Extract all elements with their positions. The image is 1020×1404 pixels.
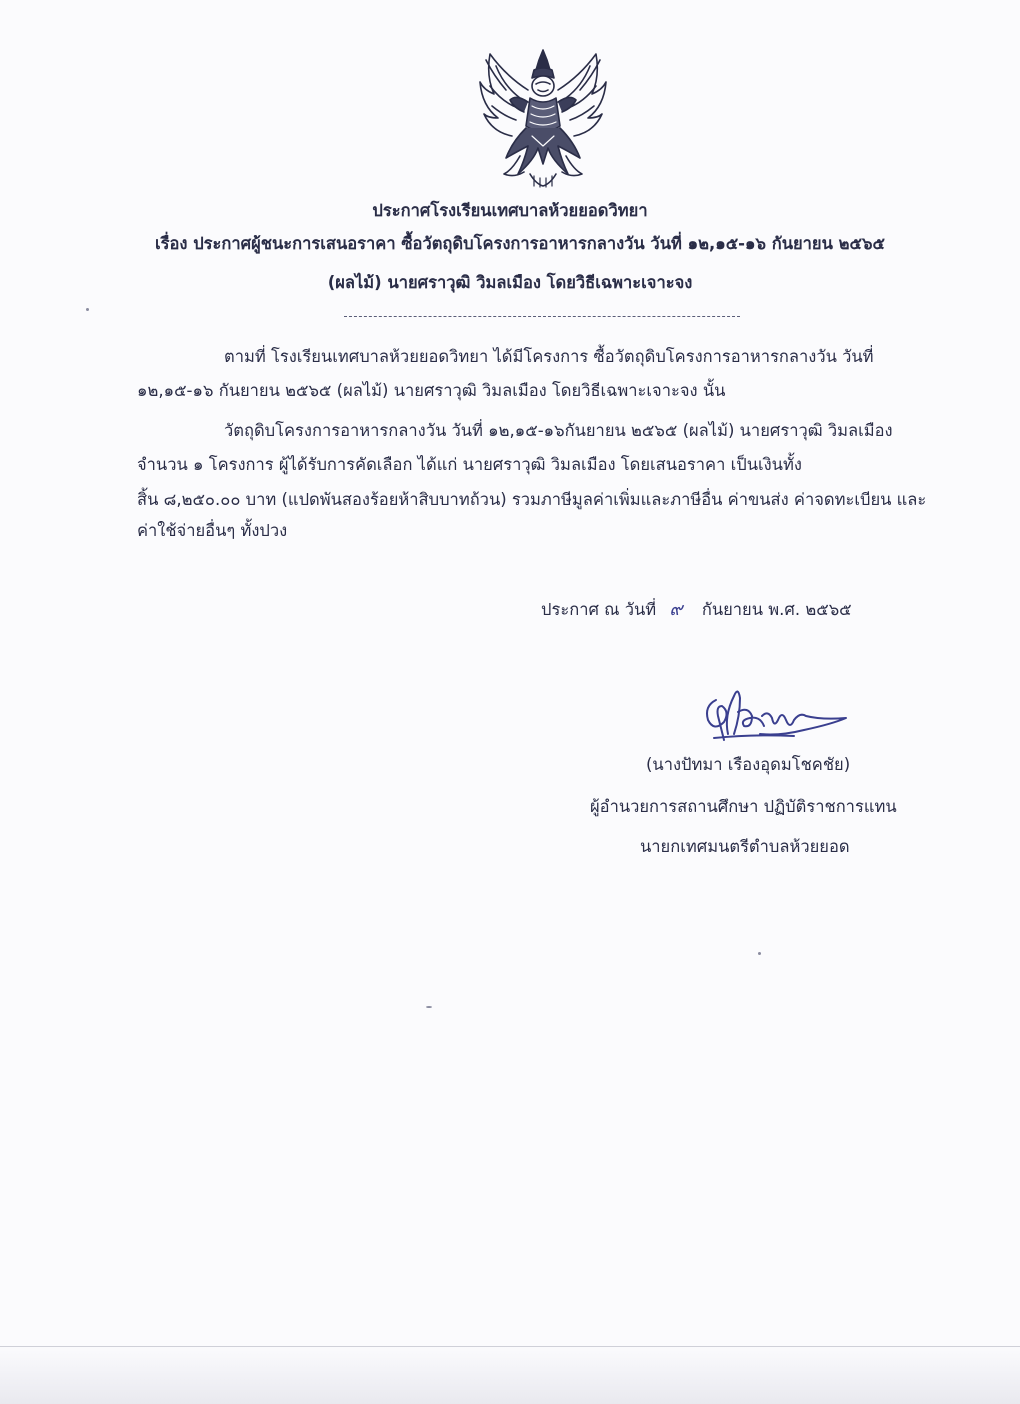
announcement-suffix: กันยายน พ.ศ. ๒๕๖๕: [701, 600, 852, 619]
body-para2-line4: ค่าใช้จ่ายอื่นๆ ทั้งปวง: [137, 521, 288, 540]
header-divider: [344, 316, 740, 317]
scan-edge-line: [0, 1346, 1020, 1347]
body-para2-line3: สิ้น ๘,๒๕๐.๐๐ บาท (แปดพันสองร้อยห้าสิบบาทถ้วน) รวมภาษีมูลค่าเพิ่มและภาษีอื่น ค่าขนส่ง ค่าจดทะเบียน และ: [137, 490, 927, 509]
signatory-position-1: ผู้อำนวยการสถานศึกษา ปฏิบัติราชการแทน: [590, 797, 897, 816]
body-para2-line2: จำนวน ๑ โครงการ ผู้ได้รับการคัดเลือก ได้แก่ นายศราวุฒิ วิมลเมือง โดยเสนอราคา เป็นเงินทั้ง: [137, 455, 802, 474]
scan-speck: [426, 1006, 432, 1008]
signatory-name: (นางปัทมา เรืองอุดมโชคชัย): [646, 755, 851, 774]
body-para1-line2: ๑๒,๑๕-๑๖ กันยายน ๒๕๖๕ (ผลไม้) นายศราวุฒิ วิมลเมือง โดยวิธีเฉพาะเจาะจง นั้น: [137, 381, 726, 400]
subject-line-2: (ผลไม้) นายศราวุฒิ วิมลเมือง โดยวิธีเฉพาะเจาะจง: [327, 273, 693, 292]
signatory-position-2: นายกเทศมนตรีตำบลห้วยยอด: [640, 837, 850, 856]
announcement-date: [541, 599, 852, 621]
scan-bottom-edge: [0, 1346, 1020, 1404]
scan-speck: [758, 952, 761, 955]
subject-line-1: เรื่อง ประกาศผู้ชนะการเสนอราคา ซื้อวัตถุดิบโครงการอาหารกลางวัน วันที่ ๑๒,๑๕-๑๖ กันยายน ๒๕๖๕: [155, 234, 885, 253]
announcement-prefix: ประกาศ ณ วันที่: [541, 600, 657, 619]
body-para1-line1: ตามที่ โรงเรียนเทศบาลห้วยยอดวิทยา ได้มีโครงการ ซื้อวัตถุดิบโครงการอาหารกลางวัน วันที่: [224, 347, 874, 366]
scan-speck: [86, 308, 89, 311]
garuda-emblem-icon: [476, 46, 610, 188]
document-title: ประกาศโรงเรียนเทศบาลห้วยยอดวิทยา: [372, 201, 648, 220]
body-para2-line1: วัตถุดิบโครงการอาหารกลางวัน วันที่ ๑๒,๑๕-๑๖กันยายน ๒๕๖๕ (ผลไม้) นายศราวุฒิ วิมลเมือง: [224, 421, 893, 440]
handwritten-day: ๙: [669, 599, 683, 620]
handwritten-signature: [694, 676, 854, 748]
